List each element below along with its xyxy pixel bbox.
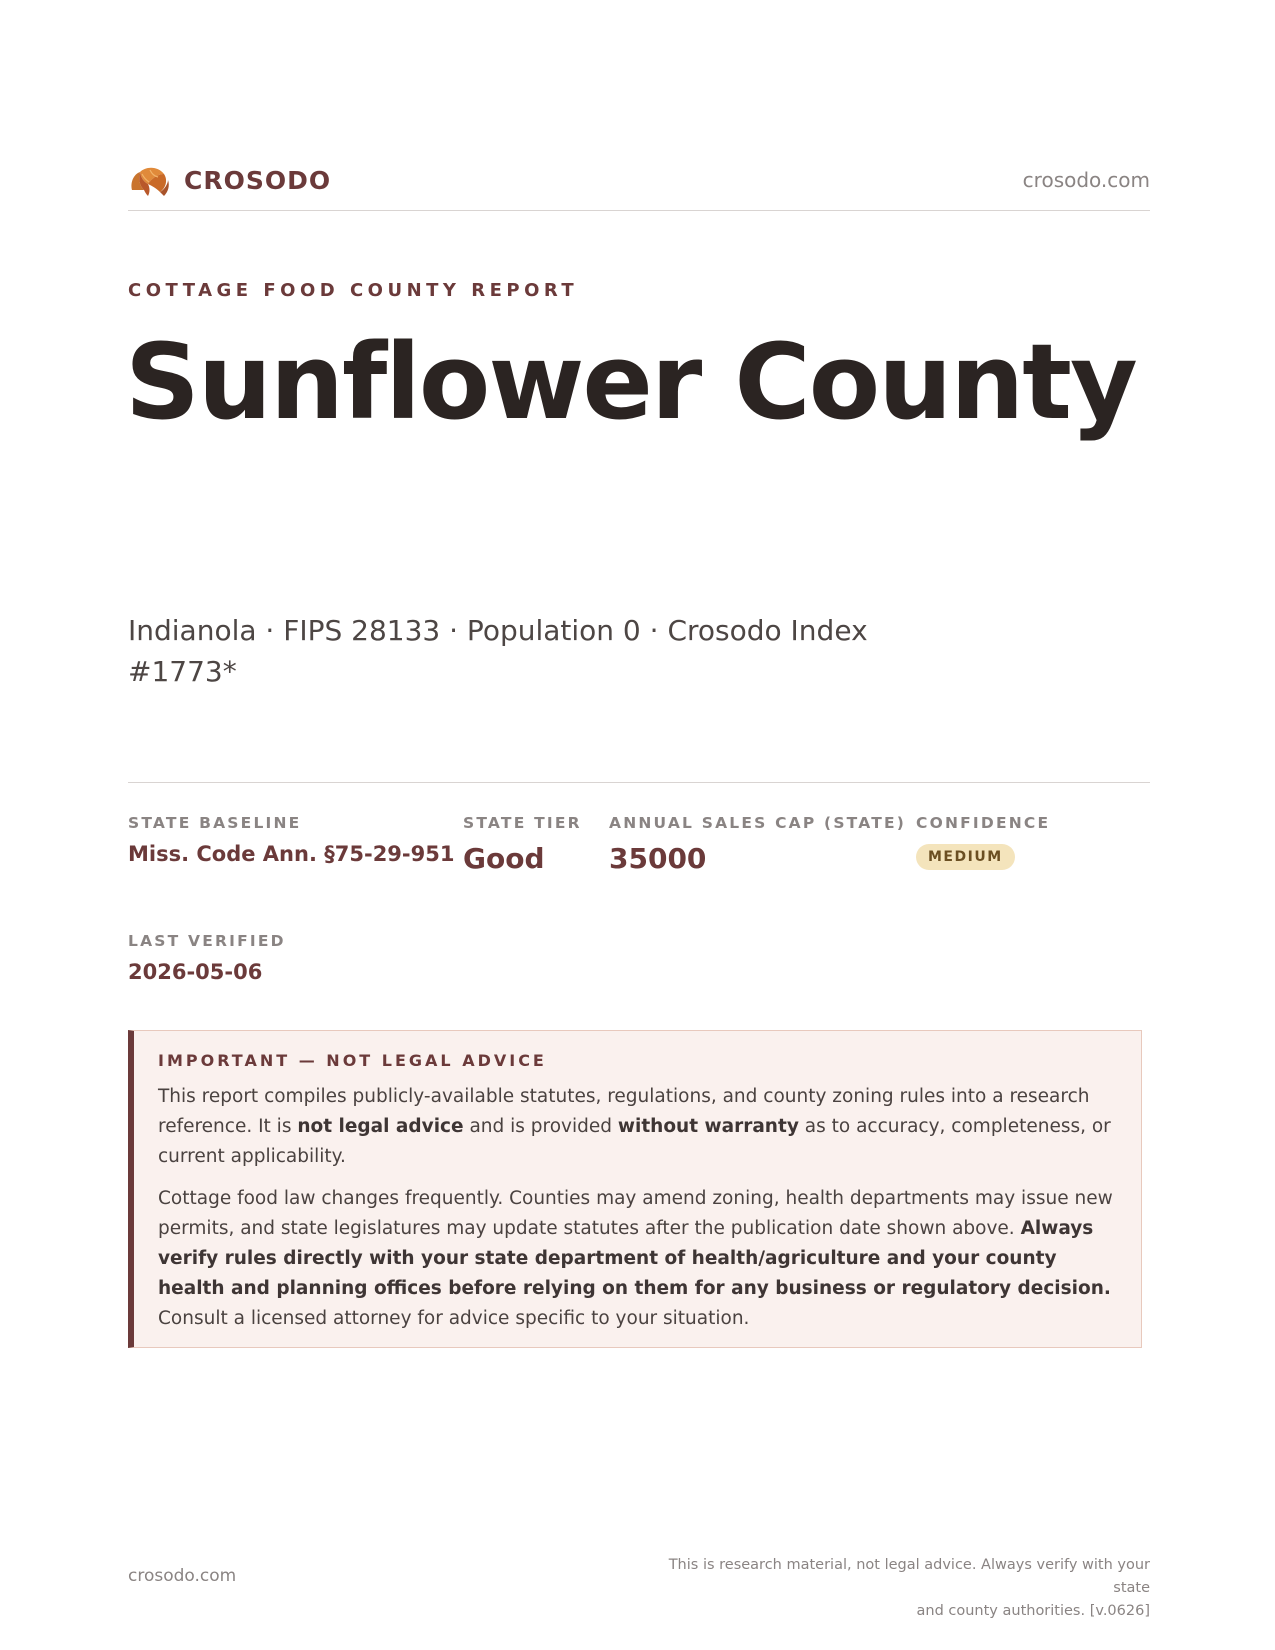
footer-disclaimer-line: This is research material, not legal advice. Always verify with your state [668,1557,1150,1596]
notice-heading: IMPORTANT — NOT LEGAL ADVICE [158,1051,547,1070]
footer-url[interactable]: crosodo.com [128,1566,237,1586]
notice-paragraph-1 [158,1082,1119,1172]
site-url[interactable]: crosodo.com [1022,168,1150,192]
stat-label: ANNUAL SALES CAP (STATE) [609,814,907,832]
stat-state-tier [463,814,582,875]
legal-notice [128,1030,1142,1348]
brand [128,160,331,200]
page-header [128,158,1150,211]
stat-value: 2026-05-06 [128,960,263,984]
stat-confidence [916,814,1050,870]
footer-disclaimer [630,1554,1150,1623]
stat-label: CONFIDENCE [916,814,1051,832]
stat-value: 35000 [609,842,707,875]
stat-state-baseline [128,814,454,866]
report-page [125,0,1150,1650]
page-title: Sunflower County [125,321,1136,443]
notice-emphasis: not legal advice [297,1116,464,1137]
notice-paragraph-2 [158,1184,1119,1334]
notice-text: Cottage food law changes frequently. Counties may amend zoning, health departments may issue new permits, and state legislatures may update statutes after the publication date shown above. [158,1188,1113,1239]
croissant-icon [128,160,170,200]
footer-disclaimer-line: and county authorities. [v.0626] [916,1603,1150,1619]
notice-text: Consult a licensed attorney for advice specific to your situation. [158,1308,750,1329]
county-subtitle: Indianola · FIPS 28133 · Population 0 · Crosodo Index #1773* [128,614,868,688]
notice-text: This report compiles publicly-available statutes, regulations, and county zoning rules into a research reference. It is [158,1086,1090,1137]
stat-annual-sales-cap [609,814,906,875]
stat-value: Good [463,842,545,875]
stat-label: STATE BASELINE [128,814,302,832]
brand-name: CROSODO [184,165,332,195]
stat-label: STATE TIER [463,814,582,832]
notice-text: and is provided [463,1116,618,1137]
notice-emphasis: without warranty [617,1116,799,1137]
stat-value: Miss. Code Ann. §75-29-951 [128,842,455,866]
stat-last-verified [128,932,286,984]
notice-text: as to accuracy, completeness, or current applicability. [158,1116,1111,1167]
report-eyebrow: COTTAGE FOOD COUNTY REPORT [128,280,579,301]
confidence-badge: MEDIUM [916,844,1015,870]
stat-label: LAST VERIFIED [128,932,286,950]
notice-emphasis: Always verify rules directly with your state department of health/agriculture and your county health and planning offices before relying on them for any business or regulatory decision. [158,1218,1111,1299]
divider [128,782,1150,783]
